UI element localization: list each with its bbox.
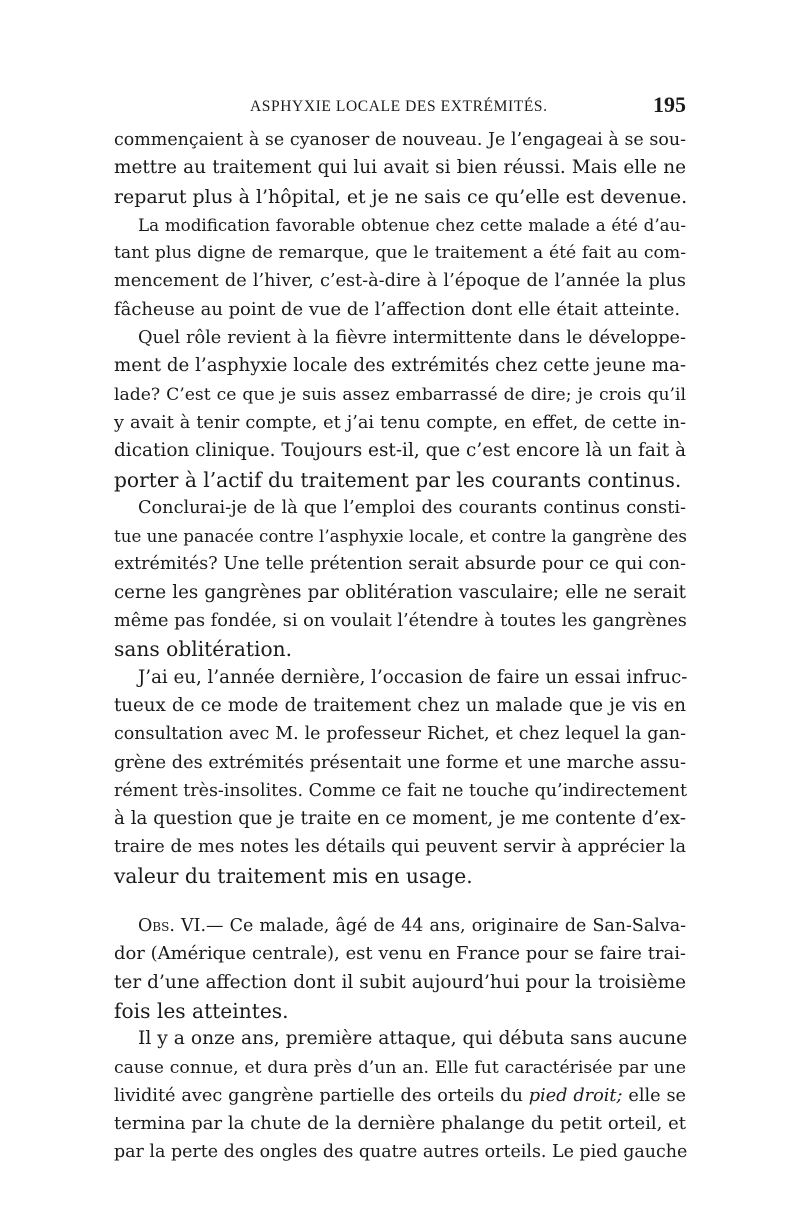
page-number: 195	[653, 92, 686, 117]
text-line: mettre au traitement qui lui avait si bien réussi. Mais elle ne	[114, 157, 686, 179]
paragraph-continuation	[114, 126, 686, 211]
text-line: y avait à tenir compte, et j’ai tenu compte, en effet, de cette in-	[114, 412, 686, 433]
text-line: grène des extrémités présentait une forme et une marche assu-	[114, 752, 686, 773]
running-title: ASPHYXIE LOCALE DES EXTRÉMITÉS.	[250, 98, 548, 115]
paragraph	[114, 324, 686, 494]
text-line: La modification favorable obtenue chez cette malade a été d’au-	[138, 214, 686, 235]
book-page	[114, 92, 686, 1172]
text-line: fois les atteintes.	[114, 998, 289, 1023]
paragraph	[114, 211, 686, 324]
text-segment: elle se	[628, 1085, 687, 1106]
text-line: extrémités? Une telle prétention serait absurde pour ce qui con-	[114, 554, 686, 575]
observation-paragraph	[114, 912, 686, 1025]
text-line: termina par la chute de la dernière phalange du petit orteil, et	[114, 1113, 686, 1135]
text-line: reparut plus à l’hôpital, et je ne sais ce qu’elle est devenue.	[114, 185, 688, 208]
text-line: Conclurai-je de là que l’emploi des courants continus consti-	[138, 497, 686, 518]
text-line: sans oblitération.	[114, 637, 293, 662]
observation-text: Ce malade, âgé de 44 ans, originaire de San-Salva-	[229, 916, 686, 937]
text-line: à la question que je traite en ce moment, je me contente d’ex-	[114, 808, 686, 830]
text-line: cause connue, et dura près d’un an. Elle fut caractérisée par une	[114, 1057, 686, 1078]
text-line: ter d’une affection dont il subit aujourd’hui pour la troisième	[114, 971, 686, 993]
text-line: traire de mes notes les détails qui peuvent servir à apprécier la	[114, 837, 686, 858]
section-gap	[114, 890, 686, 912]
text-line: consultation avec M. le professeur Richet, et chez lequel la gan-	[114, 724, 686, 745]
text-line: rément très-insolites. Comme ce fait ne touche qu’indirectement	[114, 780, 687, 801]
text-line: par la perte des ongles des quatre autres orteils. Le pied gauche	[114, 1142, 688, 1163]
text-line: Quel rôle revient à la fièvre intermittente dans le développe-	[138, 328, 686, 349]
text-line: tueux de ce mode de traitement chez un malade que je vis en	[114, 694, 686, 716]
paragraph	[114, 494, 686, 664]
text-line: Il y a onze ans, première attaque, qui débuta sans aucune	[138, 1028, 688, 1050]
text-line: dor (Amérique centrale), est venu en France pour se faire trai-	[114, 943, 686, 965]
text-line: fâcheuse au point de vue de l’affection dont elle était atteinte.	[114, 298, 681, 320]
text-line: J’ai eu, l’année dernière, l’occasion de faire un essai infruc-	[138, 666, 688, 688]
text-line: tue une panacée contre l’asphyxie locale, et contre la gangrène des	[114, 526, 687, 547]
observation-dash: —	[206, 916, 224, 937]
paragraph	[114, 664, 686, 890]
observation-label: Obs. VI.	[138, 916, 207, 937]
text-line	[114, 1082, 686, 1110]
text-line: dication clinique. Toujours est-il, que c’est encore là un fait à	[114, 440, 686, 462]
text-line: cerne les gangrènes par oblitération vasculaire; elle ne serait	[114, 581, 686, 603]
text-line: valeur du traitement mis en usage.	[114, 863, 473, 888]
text-line: tant plus digne de remarque, que le traitement a été fait au com-	[114, 243, 686, 264]
text-line: mencement de l’hiver, c’est-à-dire à l’époque de l’année la plus	[114, 271, 686, 292]
running-head	[114, 92, 686, 122]
text-line: commençaient à se cyanoser de nouveau. Je l’engageai à se sou-	[114, 130, 686, 150]
text-line: porter à l’actif du traitement par les courants continus.	[114, 467, 682, 492]
text-line: ment de l’asphyxie locale des extrémités chez cette jeune ma-	[114, 355, 686, 377]
italic-text: pied droit;	[528, 1085, 623, 1106]
paragraph	[114, 1025, 686, 1166]
text-segment: lividité avec gangrène partielle des orteils du	[114, 1085, 523, 1106]
text-line: même pas fondée, si on voulait l’étendre à toutes les gangrènes	[114, 611, 687, 632]
text-line	[114, 912, 686, 940]
text-line: lade? C’est ce que je suis assez embarrassé de dire; je crois qu’il	[114, 384, 686, 405]
